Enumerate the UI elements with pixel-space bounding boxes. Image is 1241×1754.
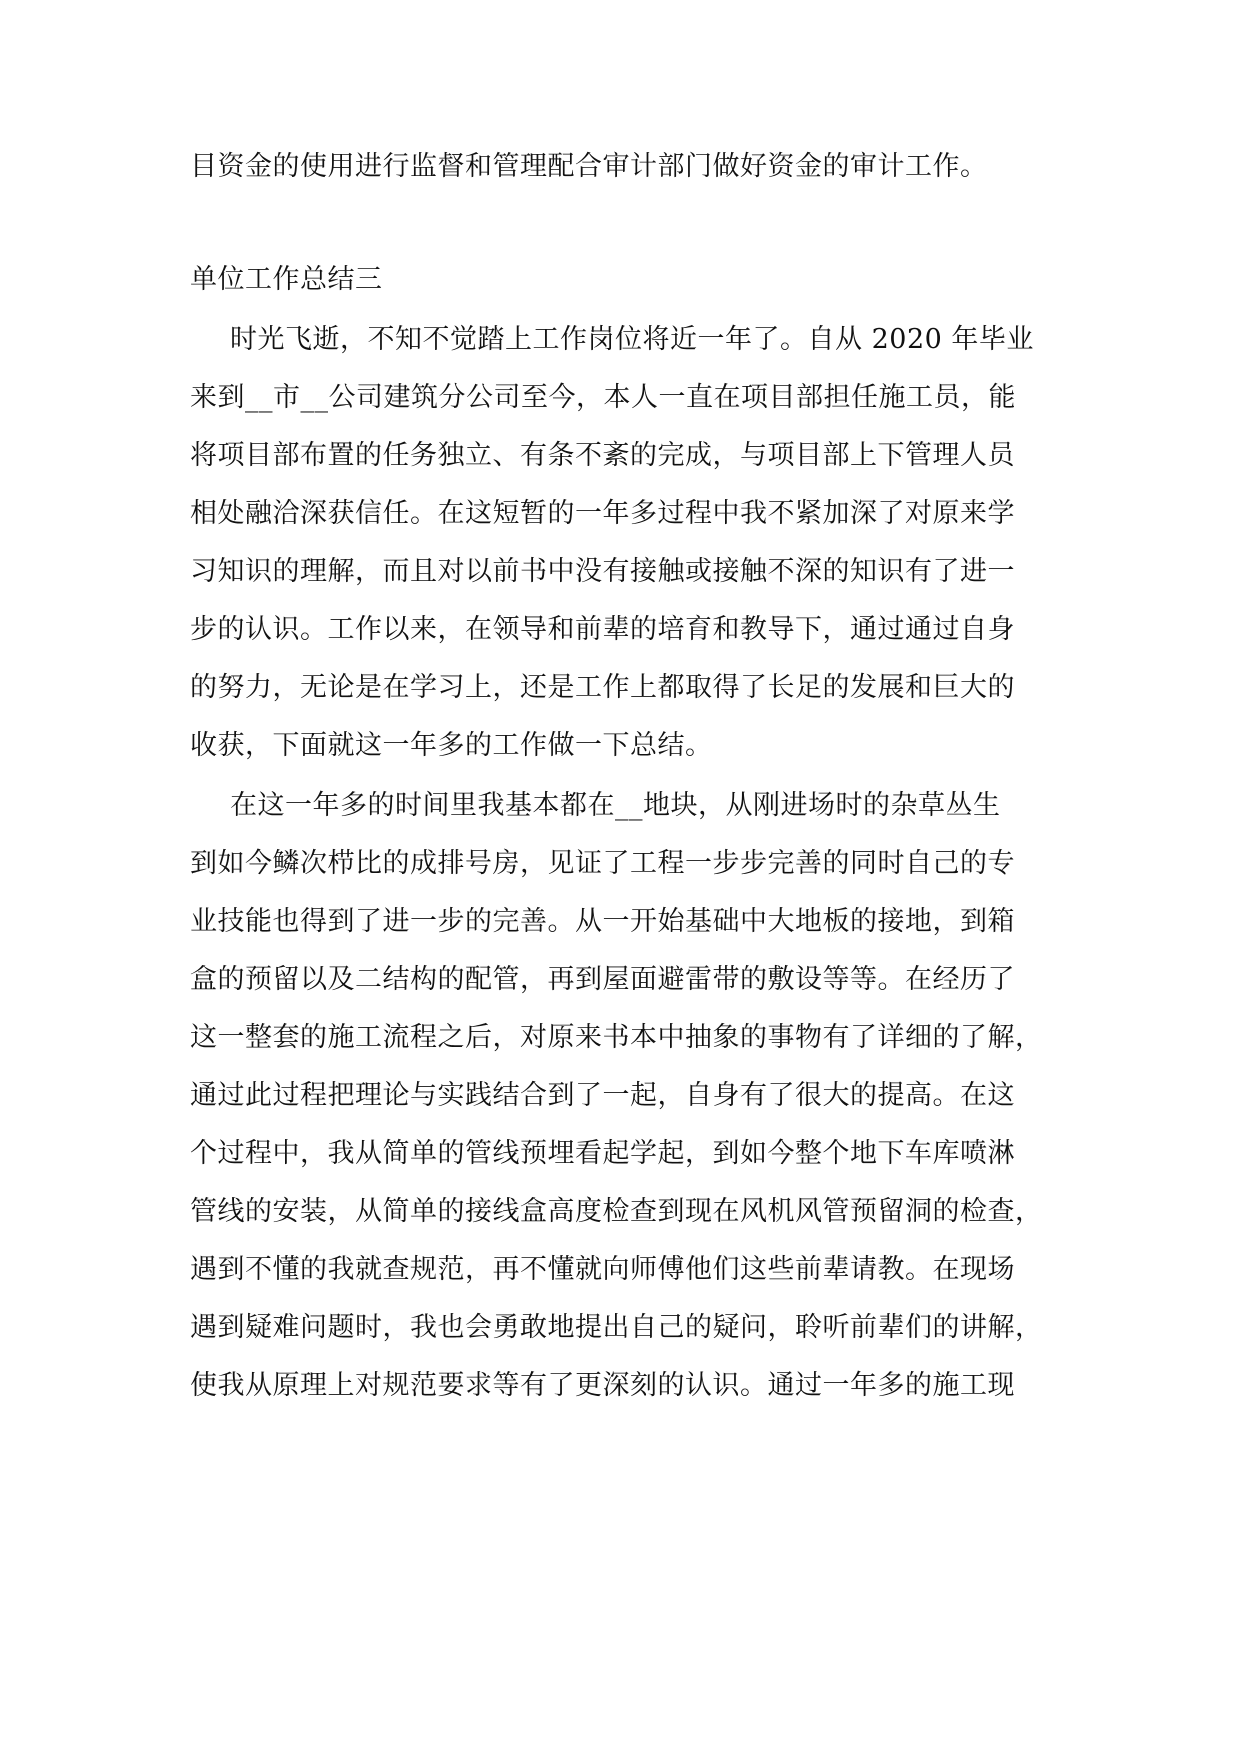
paragraph2-line: 通过此过程把理论与实践结合到了一起，自身有了很大的提高。在这 — [190, 1080, 1015, 1111]
paragraph1-line: 的努力，无论是在学习上，还是工作上都取得了长足的发展和巨大的 — [190, 672, 1015, 703]
paragraph2-line: 在这一年多的时间里我基本都在__地块，从刚进场时的杂草丛生 — [230, 790, 1001, 821]
paragraph2-line: 使我从原理上对规范要求等有了更深刻的认识。通过一年多的施工现 — [190, 1370, 1015, 1401]
paragraph2-line: 业技能也得到了进一步的完善。从一开始基础中大地板的接地，到箱 — [190, 906, 1015, 937]
paragraph2-line: 遇到疑难问题时，我也会勇敢地提出自己的疑问，聆听前辈们的讲解， — [190, 1312, 1043, 1343]
paragraph1-line: 来到__市__公司建筑分公司至今，本人一直在项目部担任施工员，能 — [190, 382, 1016, 413]
paragraph2-line: 这一整套的施工流程之后，对原来书本中抽象的事物有了详细的了解， — [190, 1022, 1043, 1053]
paragraph2-line: 到如今鳞次栉比的成排号房，见证了工程一步步完善的同时自己的专 — [190, 848, 1015, 879]
paragraph1-line: 相处融洽深获信任。在这短暂的一年多过程中我不紧加深了对原来学 — [190, 498, 1015, 529]
paragraph2-line: 管线的安装，从简单的接线盒高度检查到现在风机风管预留洞的检查， — [190, 1196, 1043, 1227]
section-title: 单位工作总结三 — [190, 264, 383, 295]
paragraph1-line: 习知识的理解，而且对以前书中没有接触或接触不深的知识有了进一 — [190, 556, 1015, 587]
paragraph2-line: 个过程中，我从简单的管线预埋看起学起，到如今整个地下车库喷淋 — [190, 1138, 1015, 1169]
paragraph2-line: 盒的预留以及二结构的配管，再到屋面避雷带的敷设等等。在经历了 — [190, 964, 1015, 995]
paragraph1-line: 收获，下面就这一年多的工作做一下总结。 — [190, 730, 713, 761]
paragraph2-line: 遇到不懂的我就查规范，再不懂就向师傅他们这些前辈请教。在现场 — [190, 1254, 1015, 1285]
paragraph1-line: 步的认识。工作以来，在领导和前辈的培育和教导下，通过通过自身 — [190, 614, 1015, 645]
paragraph1-line: 将项目部布置的任务独立、有条不紊的完成，与项目部上下管理人员 — [190, 440, 1015, 471]
paragraph1-line: 时光飞逝，不知不觉踏上工作岗位将近一年了。自从 2020 年毕业 — [230, 324, 1034, 355]
continuation-line: 目资金的使用进行监督和管理配合审计部门做好资金的审计工作。 — [190, 151, 988, 182]
